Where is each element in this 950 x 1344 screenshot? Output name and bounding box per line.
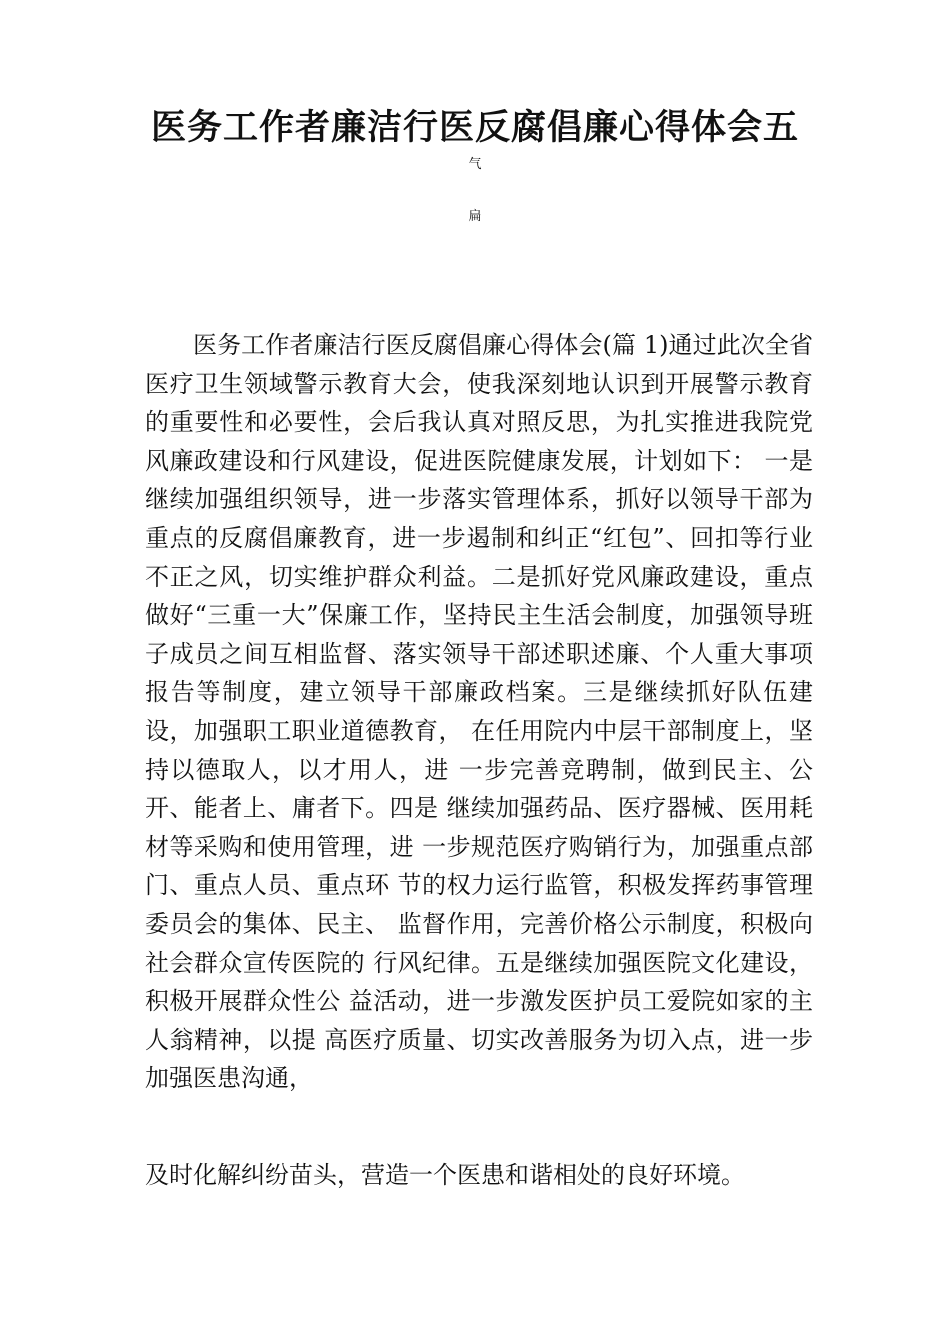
document-title: 医务工作者廉洁行医反腐倡廉心得体会五 bbox=[150, 108, 799, 148]
subtitle-fragment-2: 扁 bbox=[468, 209, 482, 224]
subtitle-fragment-1: 气 bbox=[468, 157, 482, 172]
body-paragraph: 医务工作者廉洁行医反腐倡廉心得体会(篇 1)通过此次全省医疗卫生领域警示教育大会，使我深刻地认识到开展警示教育的重要性和必要性，会后我认真对照反思，为扎实推进我院党风廉政建设和行风建设，促进医院健康发展，计划如下： 一是继续加强组织领导，进一步落实管理体系，抓好以领导干部为重点的反腐倡廉教育，进一步遏制和纠正“红包”、回扣等行业不正之风，切实维护群众利益。二是抓好党风廉政建设，重点做好“三重一大”保廉工作，坚持民主生活会制度，加强领导班子成员之间互相监督、落实领导干部述职述廉、个人重大事项报告等制度，建立领导干部廉政档案。三是继续抓好队伍建设，加强职工职业道德教育， 在任用院内中层干部制度上，坚持以德取人，以才用人，进 一步完善竞聘制，做到民主、公开、能者上、庸者下。四是 继续加强药品、医疗器械、医用耗材等采购和使用管理，进 一步规范医疗购销行为，加强重点部门、重点人员、重点环 节的权力运行监管，积极发挥药事管理委员会的集体、民主、 监督作用，完善价格公示制度，积极向社会群众宣传医院的 行风纪律。五是继续加强医院文化建设，积极开展群众性公 益活动，进一步激发医护员工爱院如家的主人翁精神，以提 高医疗质量、切实改善服务为切入点，进一步加强医患沟通， bbox=[145, 331, 813, 1093]
closing-line: 及时化解纠纷苗头，营造一个医患和谐相处的良好环境。 bbox=[145, 1161, 745, 1189]
